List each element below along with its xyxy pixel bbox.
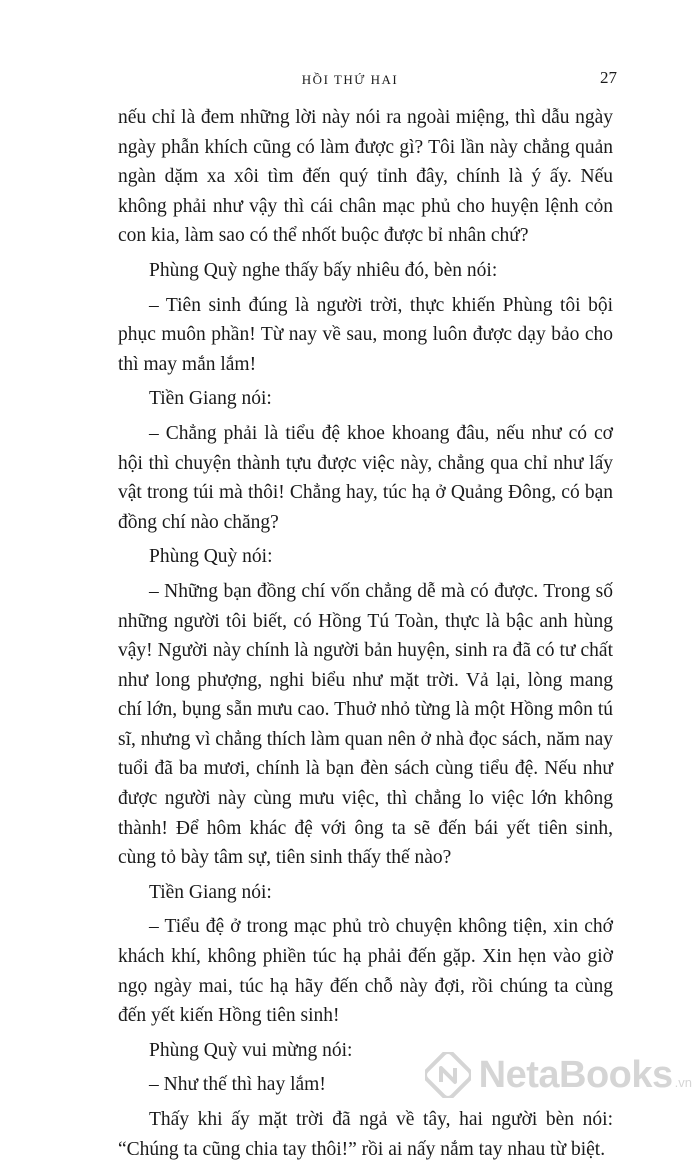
- paragraph: nếu chỉ là đem những lời này nói ra ngoài miệng, thì dẫu ngày ngày phẫn khích cũng có làm được gì? Tôi lần này chẳng quản ngàn dặm xa xôi tìm đến quý tỉnh đây, chính là ý ấy. Nếu không phải như vậy thì cái chân mạc phủ cho huyện lệnh cỏn con kia, làm sao có thể nhốt buộc được bỉ nhân chứ?: [118, 107, 613, 247]
- netabooks-logo-icon: [425, 1052, 471, 1098]
- body-text: [118, 103, 613, 1169]
- paragraph: – Như thế thì hay lắm!: [149, 1074, 326, 1096]
- paragraph: – Tiên sinh đúng là người trời, thực khiến Phùng tôi bội phục muôn phần! Từ nay về sau, mong luôn được dạy bảo cho thì may mắn lắm!: [118, 294, 613, 375]
- paragraph: Thấy khi ấy mặt trời đã ngả về tây, hai người bèn nói: “Chúng ta cũng chia tay thôi!” rồi ai nấy nắm tay nhau từ biệt.: [118, 1109, 613, 1160]
- watermark-suffix: .vn: [674, 1075, 692, 1090]
- watermark: [425, 1052, 692, 1098]
- paragraph: Tiền Giang nói:: [149, 881, 272, 903]
- page-number: 27: [600, 68, 617, 87]
- paragraph: Tiền Giang nói:: [149, 388, 272, 410]
- paragraph: – Chẳng phải là tiểu đệ khoe khoang đâu, nếu như có cơ hội thì chuyện thành tựu được việc này, chẳng qua chỉ như lấy vật trong túi mà thôi! Chẳng hay, túc hạ ở Quảng Đông, có bạn đồng chí nào chăng?: [118, 422, 613, 533]
- paragraph: Phùng Quỳ nói:: [149, 546, 273, 568]
- paragraph: Phùng Quỳ vui mừng nói:: [149, 1039, 353, 1061]
- chapter-title: HỒI THỨ HAI: [301, 72, 399, 87]
- running-head: [0, 68, 700, 92]
- paragraph: – Tiểu đệ ở trong mạc phủ trò chuyện không tiện, xin chớ khách khí, không phiền túc hạ phải đến gặp. Xin hẹn vào giờ ngọ ngày mai, túc hạ hãy đến chỗ này đợi, rồi chúng ta cùng đến yết kiến Hồng tiên sinh!: [118, 916, 613, 1027]
- watermark-brand: NetaBooks: [478, 1053, 673, 1096]
- paragraph: – Những bạn đồng chí vốn chẳng dễ mà có được. Trong số những người tôi biết, có Hồng Tú Toàn, thực là bậc anh hùng vậy! Người này chính là người bản huyện, sinh ra đã có tư chất như long phượng, nghi biểu như mặt trời. Vả lại, lòng mang chí lớn, bụng sẵn mưu cao. Thuở nhỏ từng là một Hồng môn tú sĩ, nhưng vì chẳng thích làm quan nên ở nhà đọc sách, năm nay tuổi đã ba mươi, chính là bạn đèn sách cùng tiểu đệ. Nếu như được người này cùng mưu việc, thì chẳng lo việc lớn không thành! Để hôm khác đệ với ông ta sẽ đến bái yết tiên sinh, cùng tỏ bày tâm sự, tiên sinh thấy thế nào?: [118, 580, 613, 869]
- paragraph: Phùng Quỳ nghe thấy bấy nhiêu đó, bèn nói:: [149, 259, 498, 281]
